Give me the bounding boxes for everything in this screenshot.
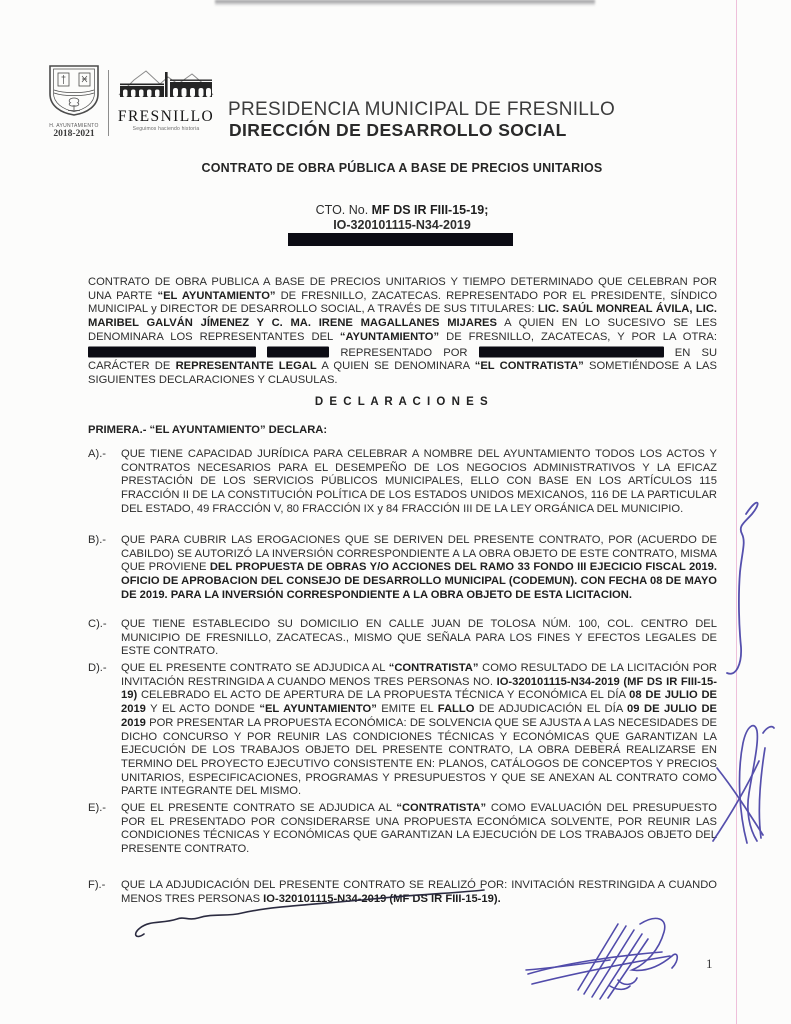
- margin-initials-annotation: [705, 713, 785, 848]
- item-label: B).-: [88, 534, 107, 546]
- fresnillo-wordmark: FRESNILLO: [117, 108, 215, 125]
- item-text: QUE EL PRESENTE CONTRATO SE ADJUDICA AL “CONTRATISTA” COMO RESULTADO DE LA LICITACIÓN POR INVITACIÓN RESTRINGIDA A CUANDO MENOS TRES PERSONAS NO. IO-320101115-N34-2019 (MF DS IR FIII-15-19) CELEBRADO EL ACTO DE APERTURA DE LA PROPUESTA TÉCNICA Y ECONÓMICA EL DÍA 08 DE JULIO DE 2019 Y EL ACTO DONDE “EL AYUNTAMIENTO” EMITE EL FALLO DE ADJUDICACIÓN EL DÍA 09 DE JULIO DE 2019 POR PRESENTAR LA PROPUESTA ECONÓMICA: DE SOLVENCIA QUE SE AJUSTA A LAS NECESIDADES DE DICHO CONCURSO Y POR REUNIR LAS CONDICIONES TÉCNICAS Y ECONÓMICAS QUE GARANTIZAN LA EJECUCIÓN DE LOS TRABAJOS OBJETO DEL PRESENTE CONTRATO, LA OBRA DEBERÁ REALIZARSE EN TERMINO DEL PROYECTO EJECUTIVO CONSISTENTE EN: PLANOS, CATÁLOGOS DE CONCEPTOS Y PRECIOS UNITARIOS, ESPECIFICACIONES, PROGRAMAS Y PRESUPUESTOS Y QUE SE ANEXAN AL CONTRATO COMO PARTE INTEGRANTE DEL MISMO.: [121, 662, 718, 798]
- org-subtitle: DIRECCIÓN DE DESARROLLO SOCIAL: [229, 120, 567, 140]
- item-label: D).-: [88, 662, 107, 674]
- item-text: QUE EL PRESENTE CONTRATO SE ADJUDICA AL “CONTRATISTA” COMO EVALUACIÓN DEL PRESUPUESTO POR EL PRESENTADO POR CONSIDERARSE UNA PROPUESTA ECONÓMICA SOLVENTE, POR REUNIR LAS CONDICIONES TÉCNICAS Y ECONÓMICAS QUE GARANTIZAN LA EJECUCIÓN DE LOS TRABAJOS OBJETO DEL PRESENTE CONTRATO.: [121, 802, 717, 856]
- item-text: QUE PARA CUBRIR LAS EROGACIONES QUE SE DERIVEN DEL PRESENTE CONTRATO, POR (ACUERDO DE CABILDO) SE AUTORIZÓ LA INVERSIÓN CORRESPONDIENTE A LA OBRA OBJETO DE ESTE CONTRATO, MISMA QUE PROVIENE DEL PROPUESTA DE OBRAS Y/O ACCIONES DEL RAMO 33 FONDO III EJECICIO FISCAL 2019. OFICIO DE APROBACION DEL CONSEJO DE DESARROLLO MUNICIPAL (CODEMUN). CON FECHA 08 DE MAYO DE 2019. PARA LA INVERSIÓN CORRESPONDIENTE A LA OBRA OBJETO DE ESTA LICITACION.: [121, 534, 717, 601]
- item-label: A).-: [88, 448, 107, 460]
- margin-squiggle-annotation: [712, 492, 772, 697]
- fresnillo-tagline: Seguimos haciendo historia: [132, 126, 200, 132]
- item-label: F).-: [88, 879, 106, 891]
- crest-caption: H. AYUNTAMIENTO: [49, 123, 99, 129]
- redaction-bar: [479, 346, 664, 357]
- signature-scribble: [522, 912, 692, 1007]
- declaration-item-a: [88, 448, 717, 517]
- redaction-bar: [288, 233, 513, 246]
- municipal-crest-logo: [44, 64, 104, 139]
- declaration-item-b: [88, 534, 717, 603]
- crest-years: 2018-2021: [53, 129, 95, 139]
- fresnillo-logo: [116, 68, 216, 132]
- item-text: QUE TIENE ESTABLECIDO SU DOMICILIO EN CALLE JUAN DE TOLOSA NÚM. 100, COL. CENTRO DEL MUNICIPIO DE FRESNILLO, ZACATECAS., MISMO QUE SEÑALA PARA LOS FINES Y EFECTOS LEGALES DE ESTE CONTRATO.: [121, 618, 717, 658]
- scan-smudge-artifact: [215, 0, 595, 6]
- declarations-heading: D E C L A R A C I O N E S: [314, 396, 490, 408]
- redaction-bar: [267, 346, 329, 357]
- item-label: C).-: [88, 618, 107, 630]
- org-title: PRESIDENCIA MUNICIPAL DE FRESNILLO: [228, 99, 616, 120]
- page-number: 1: [706, 956, 713, 971]
- declaration-item-f: [88, 879, 717, 906]
- item-label: E).-: [88, 802, 107, 814]
- declaration-item-d: [88, 662, 717, 799]
- bridge-mountains-icon: [118, 68, 214, 104]
- item-text: QUE LA ADJUDICACIÓN DEL PRESENTE CONTRATO SE REALIZÓ POR: INVITACIÓN RESTRINGIDA A CUANDO MENOS TRES PERSONAS IO-320101115-N34-2019 (MF DS IR FIII-15-19).: [121, 879, 717, 905]
- intro-paragraph: CONTRATO DE OBRA PUBLICA A BASE DE PRECIOS UNITARIOS Y TIEMPO DETERMINADO QUE CELEBRAN POR UNA PARTE “EL AYUNTAMIENTO” DE FRESNILLO, ZACATECAS. REPRESENTADO POR EL PRESIDENTE, SÍNDICO MUNICIPAL y DIRECTOR DE DESARROLLO SOCIAL, A TRAVÉS DE SUS TITULARES: LIC. SAÚL MONREAL ÁVILA, LIC. MARIBEL GALVÁN JÍMENEZ Y C. MA. IRENE MAGALLANES MIJARES A QUIEN EN LO SUCESIVO SE LES DENOMINARA LOS REPRESENTANTES DEL “AYUNTAMIENTO” DE FRESNILLO, ZACATECAS, Y POR LA OTRA: REPRESENTADO POR EN SU CARÁCTER DE REPRESENTANTE LEGAL A QUIEN SE DENOMINARA “EL CONTRATISTA” SOMETIÉNDOSE A LAS SIGUIENTES DECLARACIONES Y CLAUSULAS.: [88, 276, 718, 386]
- header-divider: [108, 70, 109, 136]
- item-text: QUE TIENE CAPACIDAD JURÍDICA PARA CELEBRAR A NOMBRE DEL AYUNTAMIENTO TODOS LOS ACTOS Y CONTRATOS NECESARIOS PARA EL DESEMPEÑO DE LOS NEGOCIOS ADMINISTRATIVOS Y LA EFICAZ PRESTACIÓN DE LOS SERVICIOS PÚBLICOS MUNICIPALES, ELLO CON BASE EN LOS ARTÍCULOS 115 FRACCIÓN II DE LA CONSTITUCIÓN POLÍTICA DE LOS ESTADOS UNIDOS MEXICANOS, 116 DE LA PARTICULAR DEL ESTADO, 49 FRACCIÓN V, 80 FRACCIÓN IX y 84 FRACCIÓN III DE LA LEY ORGÁNICA DEL MUNICIPIO.: [121, 448, 717, 515]
- crest-shield-icon: [46, 64, 102, 116]
- document-title: CONTRATO DE OBRA PÚBLICA A BASE DE PRECIOS UNITARIOS: [201, 161, 603, 175]
- declaration-item-c: [88, 618, 717, 659]
- contract-number-line2: IO-320101115-N34-2019: [333, 218, 471, 232]
- primera-heading: PRIMERA.- “EL AYUNTAMIENTO” DECLARA:: [88, 424, 328, 436]
- scan-line-artifact: [736, 0, 737, 1024]
- contract-number-line1: CTO. No. MF DS IR FIII-15-19;: [315, 203, 489, 217]
- declaration-item-e: [88, 802, 717, 857]
- redaction-bar: [88, 346, 256, 357]
